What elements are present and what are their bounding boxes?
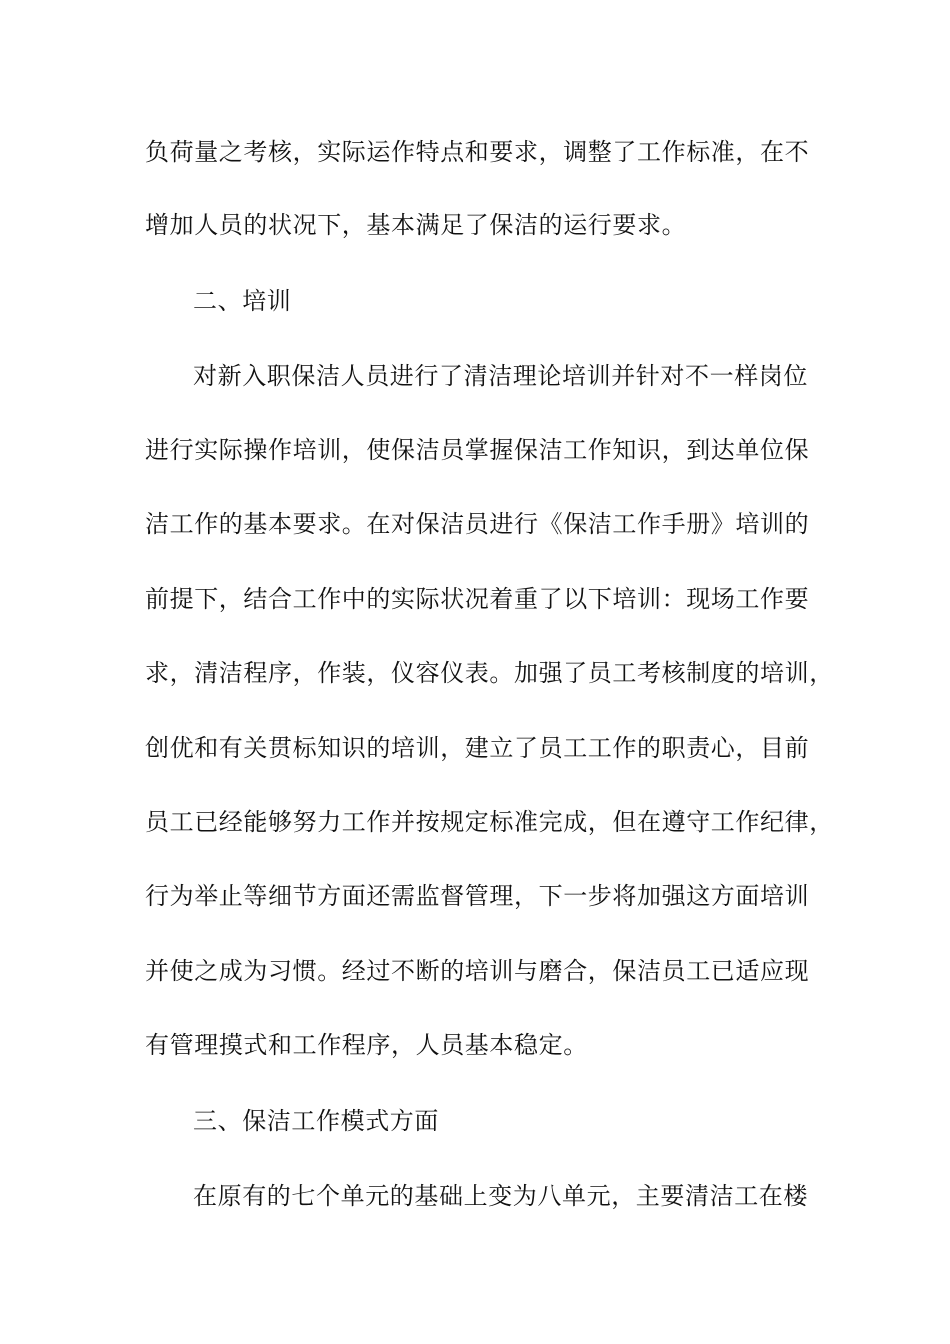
body-text-line: 进行实际操作培训，使保洁员掌握保洁工作知识，到达单位保 xyxy=(145,436,810,464)
section-heading: 二、培训 xyxy=(193,287,292,315)
body-text-line: 前提下，结合工作中的实际状况着重了以下培训：现场工作要 xyxy=(145,585,810,613)
section-heading: 三、保洁工作模式方面 xyxy=(193,1107,439,1135)
body-text-line: 负荷量之考核，实际运作特点和要求，调整了工作标准，在不 xyxy=(145,138,810,166)
body-text-line: 创优和有关贯标知识的培训，建立了员工工作的职责心，目前 xyxy=(145,734,810,762)
body-text-line: 行为举止等细节方面还需监督管理，下一步将加强这方面培训 xyxy=(145,882,810,910)
body-text-line: 员工已经能够努力工作并按规定标准完成，但在遵守工作纪律， xyxy=(145,808,834,836)
paragraph-first-line: 在原有的七个单元的基础上变为八单元，主要清洁工在楼 xyxy=(193,1182,808,1210)
paragraph-first-line: 对新入职保洁人员进行了清洁理论培训并针对不一样岗位 xyxy=(193,362,808,390)
body-text-line: 增加人员的状况下，基本满足了保洁的运行要求。 xyxy=(145,211,687,239)
body-text-line: 求，清洁程序，作装，仪容仪表。加强了员工考核制度的培训， xyxy=(145,659,834,687)
body-text-line: 有管理摸式和工作程序，人员基本稳定。 xyxy=(145,1031,588,1059)
body-text-line: 洁工作的基本要求。在对保洁员进行《保洁工作手册》培训的 xyxy=(145,510,810,538)
body-text-line: 并使之成为习惯。经过不断的培训与磨合，保洁员工已适应现 xyxy=(145,957,810,985)
